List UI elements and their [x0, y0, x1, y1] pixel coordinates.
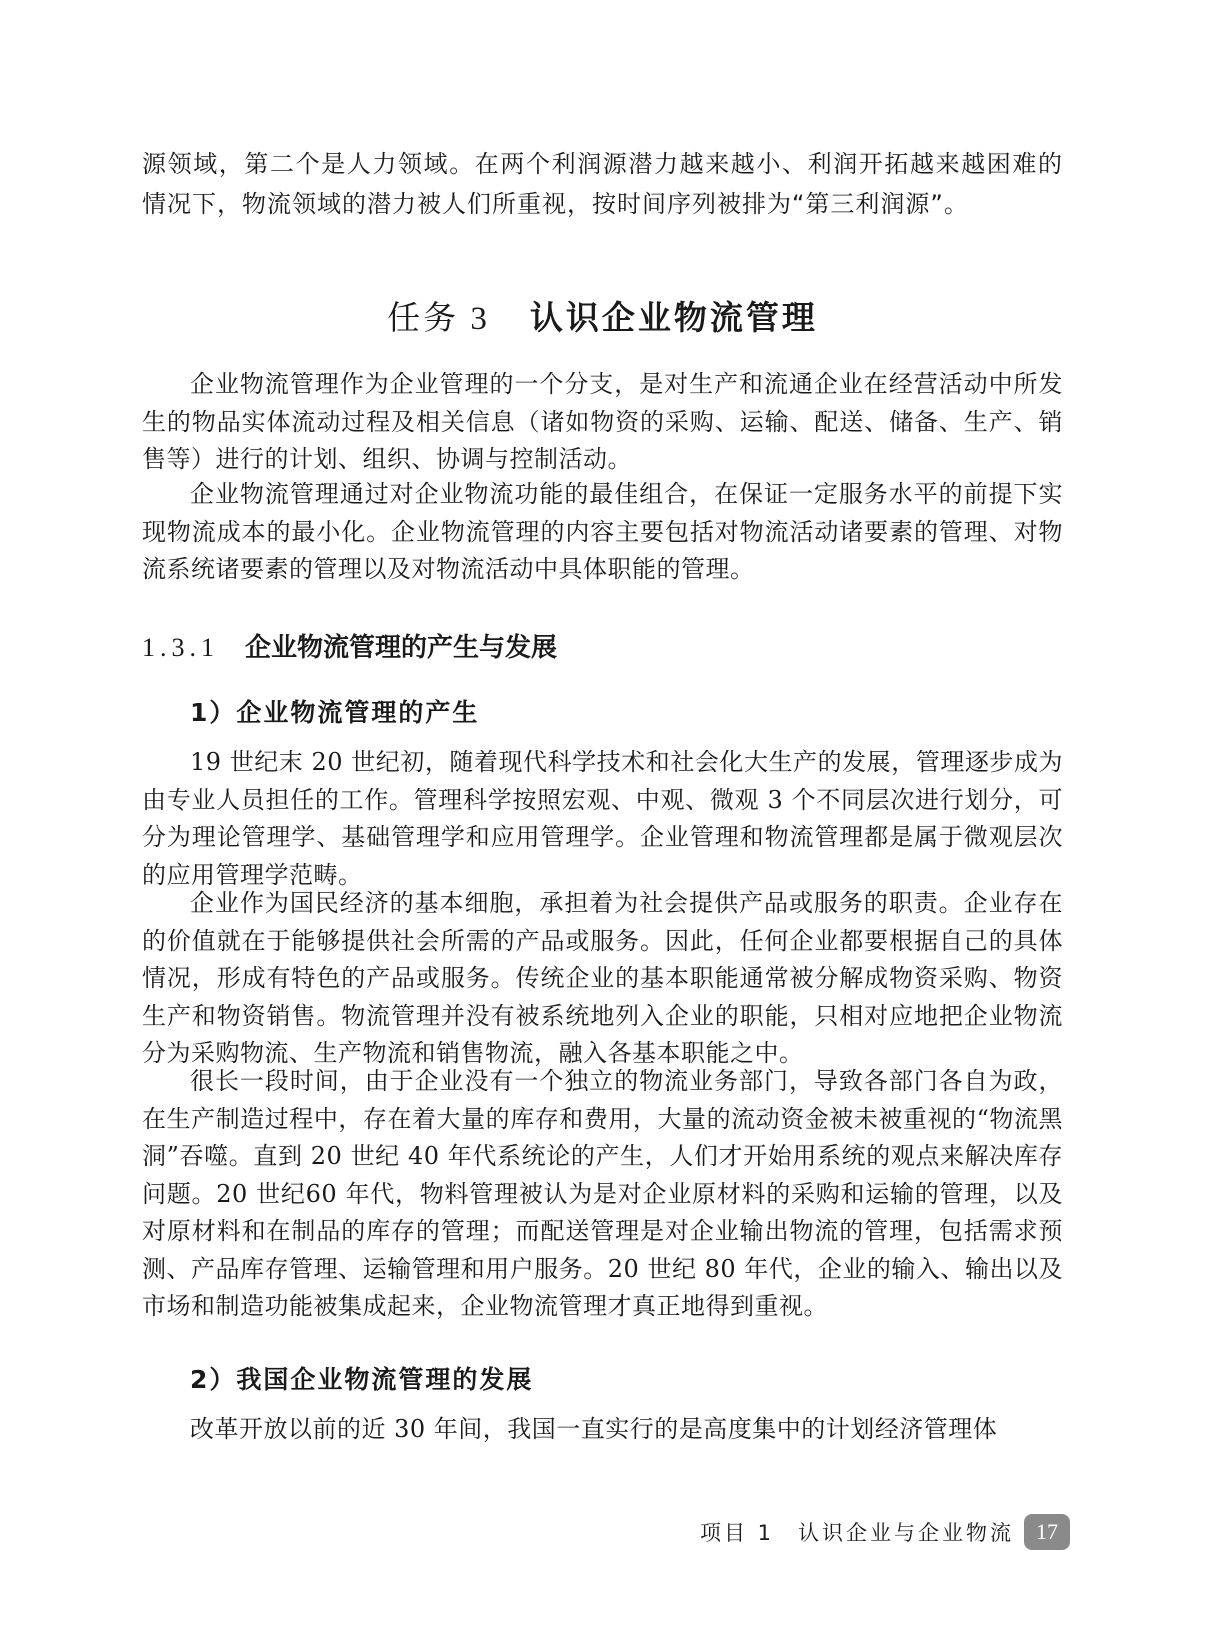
footer-title: 认识企业与企业物流	[798, 1521, 1014, 1545]
task-number: 任务 3	[387, 301, 490, 337]
section-title: 企业物流管理的产生与发展	[245, 633, 558, 663]
subsection-1-heading: 1）企业物流管理的产生	[190, 698, 480, 727]
task-heading	[142, 292, 1063, 339]
task-title: 认识企业物流管理	[529, 298, 818, 337]
subsection-1-paragraph-1: 19 世纪末 20 世纪初，随着现代科学技术和社会化大生产的发展，管理逐步成为由专业人员担任的工作。管理科学按照宏观、中观、微观 3 个不同层次进行划分，可分为理论管理学、基础管理学和应用管理学。企业管理和物流管理都是属于微观层次的应用管理学范畴。	[142, 748, 1063, 889]
section-number: 1.3.1	[142, 633, 219, 662]
subsection-1-paragraph-3: 很长一段时间，由于企业没有一个独立的物流业务部门，导致各部门各自为政，在生产制造过程中，存在着大量的库存和费用，大量的流动资金被未被重视的“物流黑洞”吞噬。直到 20 世纪 40 年代系统论的产生，人们才开始用系统的观点来解决库存问题。20 世纪60 年代，物料管理被认为是对企业原材料的采购和运输的管理，以及对原材料和在制品的库存的管理；而配送管理是对企业输出物流的管理，包括需求预测、产品库存管理、运输管理和用户服务。20 世纪 80 年代，企业的输入、输出以及市场和制造功能被集成起来，企业物流管理才真正地得到重视。	[142, 1067, 1063, 1320]
footer-project: 项目 1	[699, 1521, 774, 1545]
section-heading	[142, 627, 557, 664]
intro-paragraph-1: 企业物流管理作为企业管理的一个分支，是对生产和流通企业在经营活动中所发生的物品实体流动过程及相关信息（诸如物资的采购、运输、配送、储备、生产、销售等）进行的计划、组织、协调与控制活动。	[142, 370, 1063, 473]
subsection-2-heading: 2）我国企业物流管理的发展	[190, 1365, 534, 1394]
intro-paragraph-2: 企业物流管理通过对企业物流功能的最佳组合，在保证一定服务水平的前提下实现物流成本的最小化。企业物流管理的内容主要包括对物流活动诸要素的管理、对物流系统诸要素的管理以及对物流活动中具体职能的管理。	[142, 480, 1063, 583]
page-footer	[700, 1514, 1070, 1550]
subsection-1-paragraph-2: 企业作为国民经济的基本细胞，承担着为社会提供产品或服务的职责。企业存在的价值就在于能够提供社会所需的产品或服务。因此，任何企业都要根据自己的具体情况，形成有特色的产品或服务。传统企业的基本职能通常被分解成物资采购、物资生产和物资销售。物流管理并没有被系统地列入企业的职能，只相对应地把企业物流分为采购物流、生产物流和销售物流，融入各基本职能之中。	[142, 889, 1063, 1067]
subsection-2-paragraph-1: 改革开放以前的近 30 年间，我国一直实行的是高度集中的计划经济管理体	[190, 1415, 998, 1443]
continuation-paragraph: 源领域，第二个是人力领域。在两个利润源潜力越来越小、利润开拓越来越困难的情况下，物流领域的潜力被人们所重视，按时间序列被排为“第三利润源”。	[142, 150, 1063, 218]
page-number-badge: 17	[1024, 1514, 1070, 1550]
